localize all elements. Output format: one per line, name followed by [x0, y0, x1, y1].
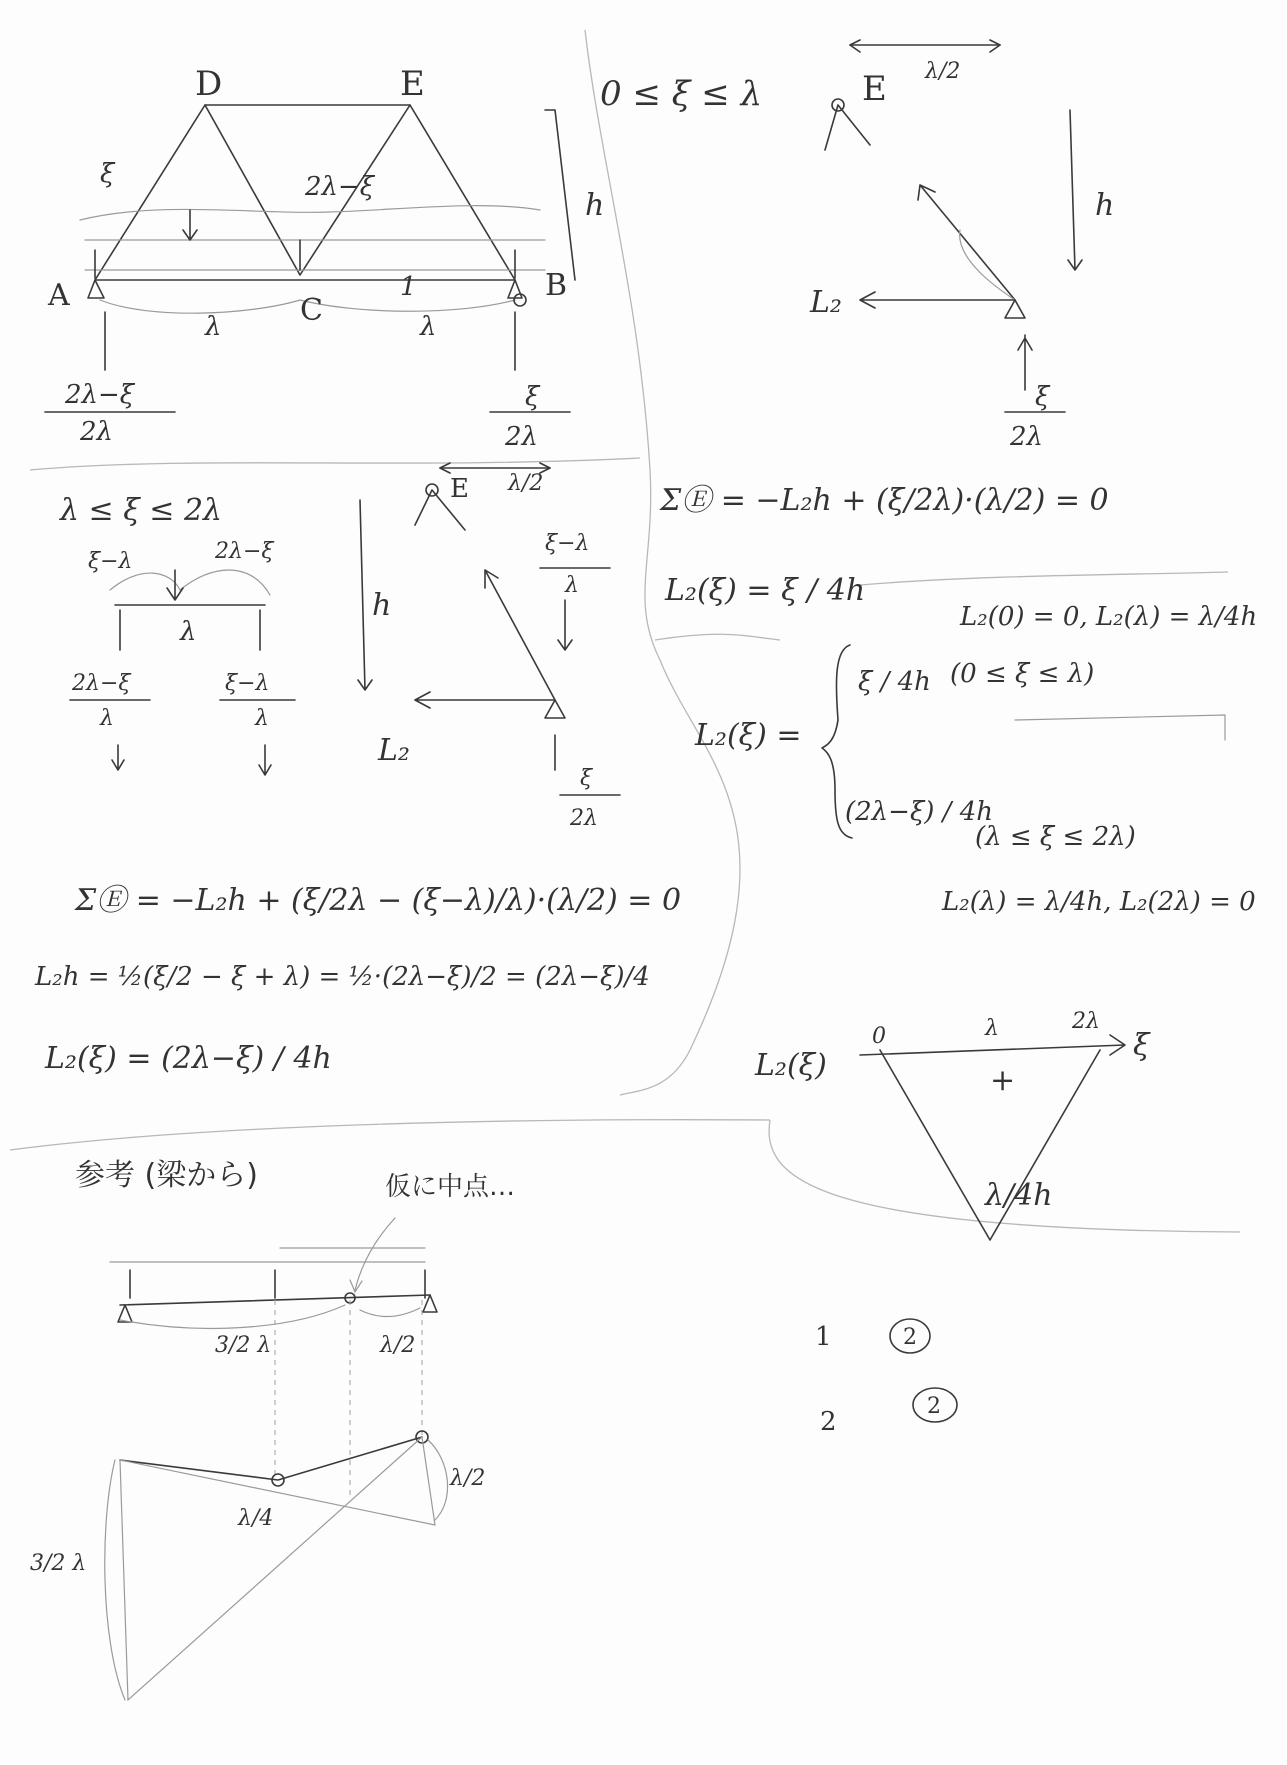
svg-text:2λ: 2λ [505, 422, 539, 452]
node-b-label: B [545, 268, 568, 303]
svg-text:λ: λ [255, 706, 269, 731]
case2-reaction [560, 766, 620, 831]
reference-beam [105, 1218, 448, 1700]
svg-text:2λ: 2λ [570, 806, 598, 831]
truss-diagram [80, 105, 575, 370]
svg-text:2λ: 2λ [1010, 422, 1044, 452]
summary-piece1-expr: ξ / 4h [858, 667, 931, 697]
truss-height-label: h [585, 188, 605, 223]
svg-text:ξ: ξ [580, 766, 593, 791]
case1-range: 0 ≤ ξ ≤ λ [600, 74, 763, 114]
node-e-label: E [400, 64, 425, 104]
case1-force-label: L₂ [810, 285, 842, 320]
reference-value-mid: λ/4 [238, 1506, 274, 1531]
case2-half-span: λ/2 [508, 471, 544, 496]
answer-choice: 2 [927, 1394, 941, 1419]
influence-tick-2lambda: 2λ [1072, 1009, 1100, 1034]
case1-reaction [1005, 382, 1065, 452]
span-1-label: λ [205, 312, 222, 342]
case1-result: L₂(ξ) = ξ / 4h [665, 573, 866, 608]
case1-moment-equation: ΣⒺ = −L₂h + (ξ/2λ)·(λ/2) = 0 [660, 483, 1109, 518]
reference-span-left: 3/2 λ [215, 1333, 272, 1358]
load-one-label: 1 [400, 272, 417, 302]
divider-center-vertical [585, 30, 740, 1095]
summary-bracket [1015, 715, 1225, 740]
reaction-left [45, 380, 175, 447]
influence-label: L₂(ξ) [755, 1048, 827, 1083]
answer-row-2 [820, 1388, 957, 1437]
reference-span-right: λ/2 [380, 1333, 416, 1358]
case2-right-arm: 2λ−ξ [215, 539, 274, 564]
xi-right-label: 2λ−ξ [305, 172, 375, 202]
case2-node-e: E [450, 474, 469, 504]
divider-right-mid2 [655, 634, 780, 640]
case1-node-e: E [862, 69, 887, 109]
reaction-right [490, 382, 570, 452]
case2-result: L₂(ξ) = (2λ−ξ) / 4h [45, 1041, 332, 1076]
reference-value-left: 3/2 λ [30, 1551, 87, 1576]
summary-piece2-cond: (λ ≤ ξ ≤ 2λ) [975, 822, 1136, 852]
case2-span: λ [180, 617, 197, 647]
answer-choice: 2 [903, 1325, 917, 1350]
case2-moment-equation: ΣⒺ = −L₂h + (ξ/2λ − (ξ−λ)/λ)·(λ/2) = 0 [75, 883, 682, 918]
xi-left-label: ξ [100, 159, 115, 189]
span-2-label: λ [420, 312, 437, 342]
case2-left-arm: ξ−λ [88, 549, 133, 574]
case2-height: h [372, 588, 392, 623]
svg-text:2λ−ξ: 2λ−ξ [65, 380, 135, 410]
reference-value-right: λ/2 [450, 1466, 486, 1491]
summary-checks-1: L₂(0) = 0, L₂(λ) = λ/4h [960, 602, 1258, 632]
node-a-label: A [48, 278, 70, 313]
case1-half-span: λ/2 [925, 59, 961, 84]
svg-text:2λ: 2λ [80, 417, 114, 447]
svg-text:ξ−λ: ξ−λ [545, 531, 590, 556]
svg-text:ξ: ξ [1035, 382, 1050, 412]
influence-axis-label: ξ [1133, 1028, 1150, 1063]
summary-lhs: L₂(ξ) = [695, 718, 802, 753]
divider-lower [10, 1120, 770, 1150]
summary-piece1-cond: (0 ≤ ξ ≤ λ) [950, 659, 1095, 689]
svg-text:λ: λ [100, 706, 114, 731]
case2-react-left [70, 671, 150, 731]
case1-height: h [1095, 188, 1115, 223]
divider-right-mid [860, 572, 1228, 585]
influence-tick-0: 0 [872, 1024, 886, 1049]
case2-load [540, 531, 610, 598]
answer-number: 1 [815, 1322, 832, 1352]
case2-force-label: L₂ [378, 733, 410, 768]
node-c-label: C [300, 293, 323, 328]
case2-l2h-equation: L₂h = ½(ξ/2 − ξ + λ) = ½·(2λ−ξ)/2 = (2λ−ξ)/4 [35, 962, 650, 992]
influence-tick-lambda: λ [985, 1016, 999, 1041]
influence-peak-label: λ/4h [985, 1178, 1053, 1213]
svg-text:λ: λ [565, 573, 579, 598]
influence-sign: + [990, 1063, 1016, 1098]
reference-title: 参考 (梁から) [75, 1158, 258, 1193]
svg-text:2λ−ξ: 2λ−ξ [72, 671, 131, 696]
svg-text:ξ−λ: ξ−λ [225, 671, 270, 696]
answer-number: 2 [820, 1407, 837, 1437]
svg-text:ξ: ξ [525, 382, 540, 412]
answer-row-1 [815, 1319, 930, 1353]
case2-range: λ ≤ ξ ≤ 2λ [60, 493, 223, 528]
case2-react-right [220, 671, 295, 731]
summary-checks-2: L₂(λ) = λ/4h, L₂(2λ) = 0 [942, 887, 1256, 917]
reference-note: 仮に中点… [385, 1172, 516, 1202]
node-d-label: D [195, 64, 223, 104]
summary-piece2-expr: (2λ−ξ) / 4h [845, 797, 993, 827]
